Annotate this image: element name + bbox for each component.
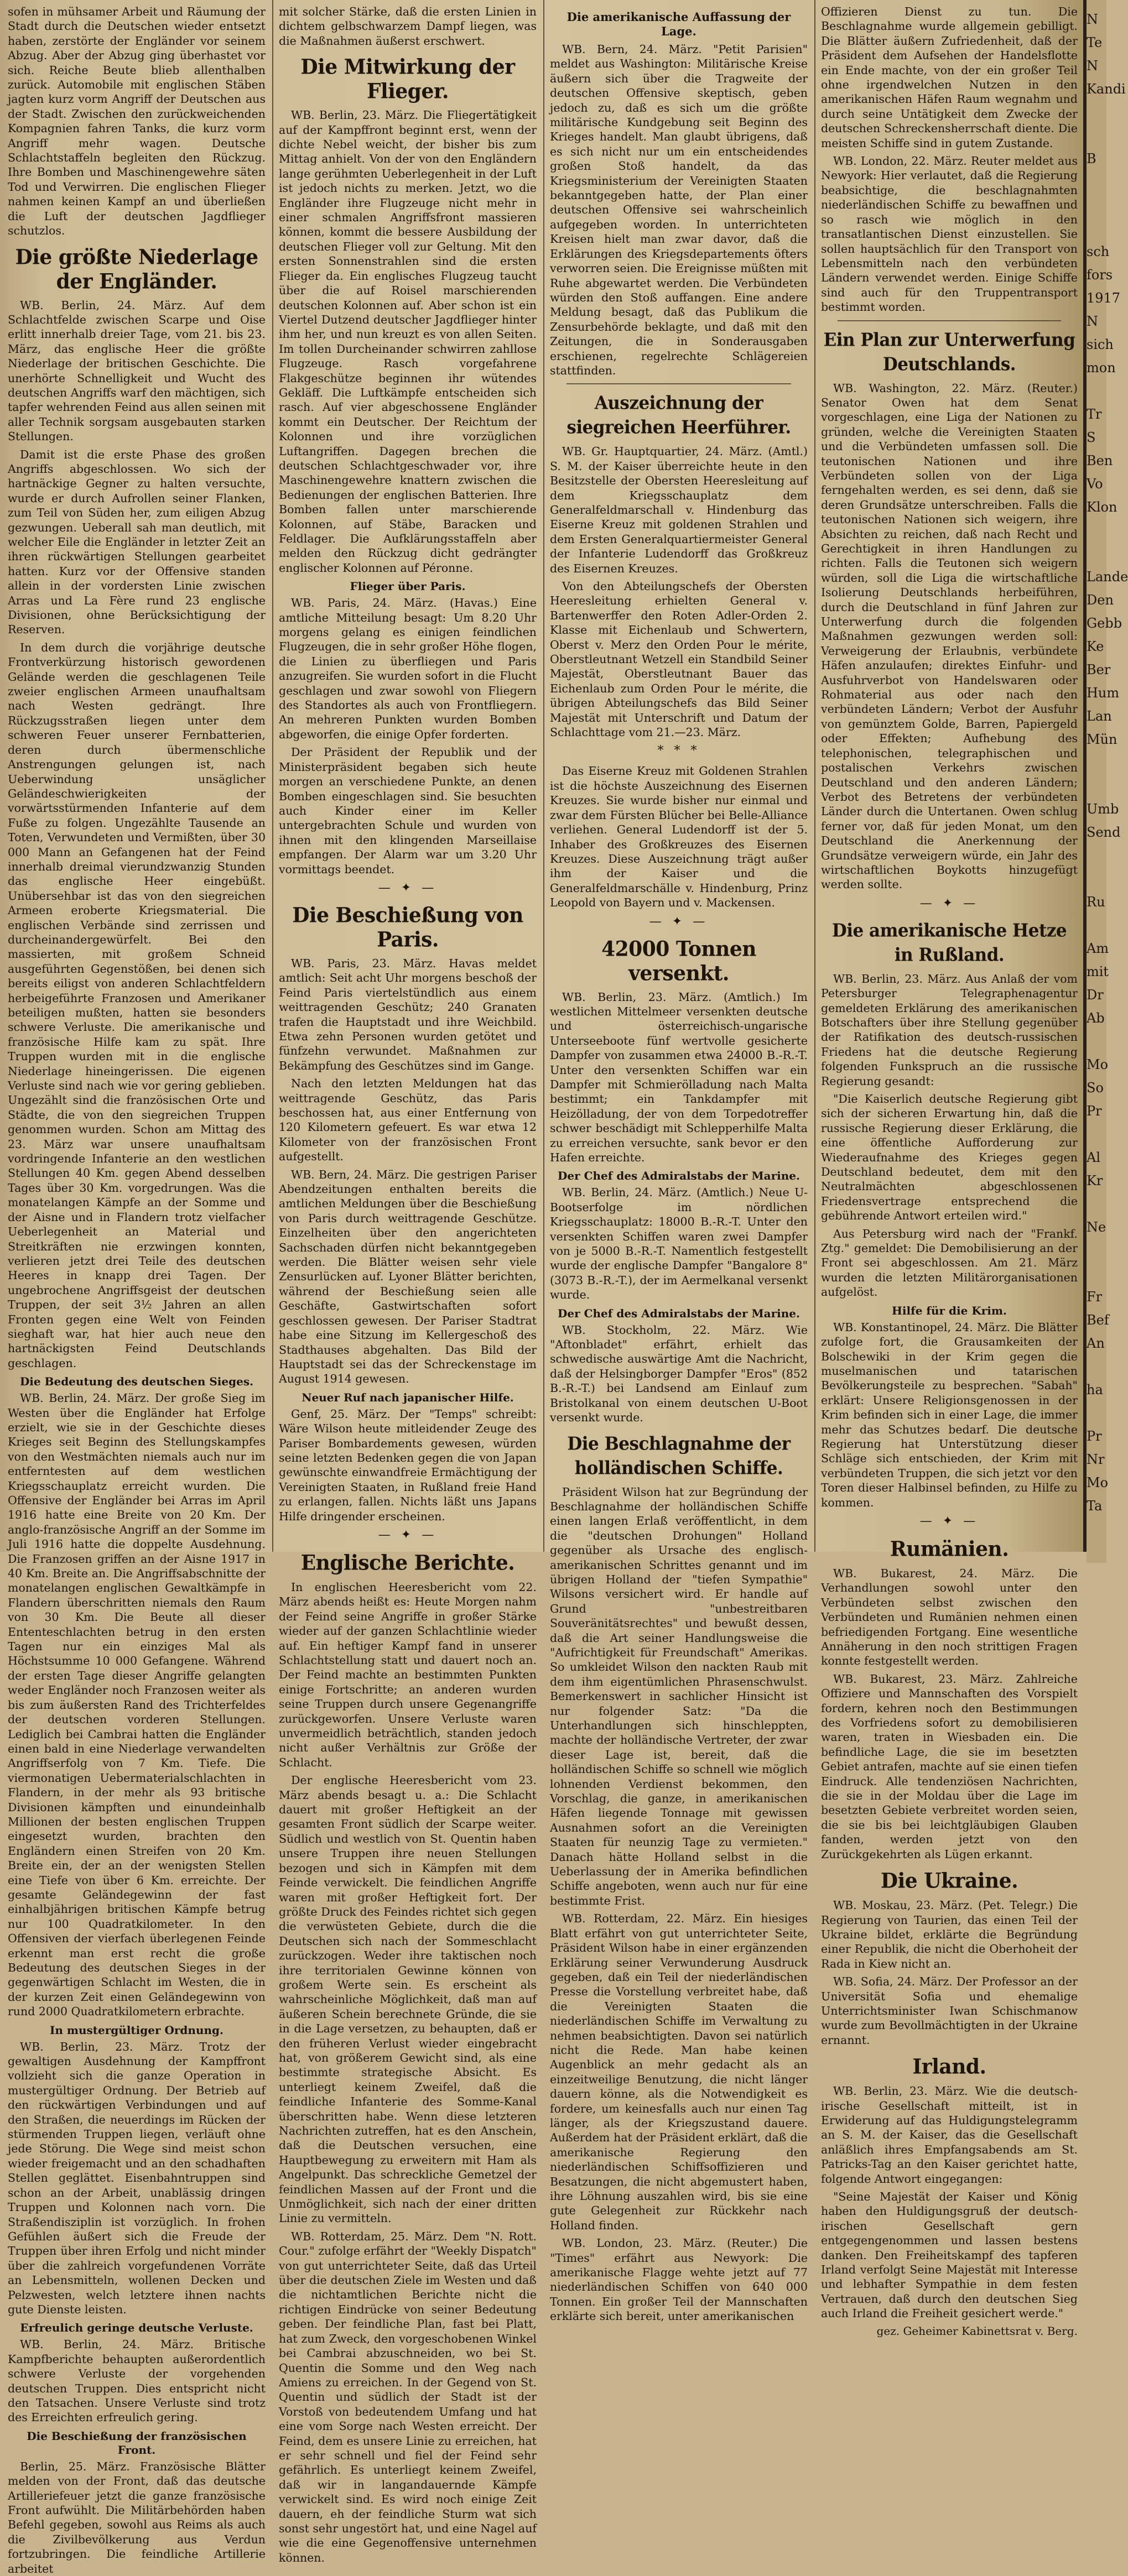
article-text: WB. Berlin, 23. März. Die Fliegertätigkeit auf der Kampffront beginnt erst, wenn der dichte Nebel weicht, der bisher bis zum Mittag anhielt. Von der von den Engländern lange gerühmten Ueberlegenheit in der Luft ist jedoch nichts zu merken. Jetzt, wo die Engländer ihre Flugzeuge nicht mehr in einer schmalen Angriffsfront massieren können, kommt die bessere Ausbildung der deutschen Flieger voll zur Geltung. Mit den ersten Sonnenstrahlen sind die ersten Flieger da. Ein englisches Flugzeug taucht über die auf Roisel marschierenden deutschen Kolonnen auf. Aber schon ist ein Viertel Dutzend deutscher Jagdflieger hinter ihm her, und nun kreuzt es von allen Seiten. Im tollen Durcheinander schwirren zahllose Flugzeuge. Rasch vorgefahrene Flakgeschütze beginnen ihr wütendes Gekläff. Die Luftkämpfe entscheiden sich rasch. Auf vier abgeschossene Engländer kommt ein Deutscher. Der Reichtum der Kolonnen und ihre vorzüglichen Luftangriffen. Dagegen brechen die deutschen Schlachtgeschwader vor, ihre Maschinengewehre knattern zwischen die Bedienungen der englischen Batterien. Ihre Bomben fallen unter marschierende Kolonnen, auf Stäbe, Baracken und Feldlager. Die Aufklärungsstaffeln aber melden den Rückzug dicht gedrängter englischer Kolonnen auf Péronne.	[279, 108, 537, 575]
article-text: Das Eiserne Kreuz mit Goldenen Strahlen ist die höchste Auszeichnung des Eisernen Kreuzes. Sie wurde bisher nur einmal und zwar dem Fürsten Blücher bei Belle-Alliance verliehen. General Ludendorff ist der 5. Inhaber des Großkreuzes des Eisernen Kreuzes. Diese Auszeichnung trägt außer ihm der Kaiser und die Generalfeldmarschälle v. Hindenburg, Prinz Leopold von Bayern und v. Mackensen.	[550, 764, 808, 910]
edge-fragment: Bef	[1087, 1312, 1109, 1328]
headline-englische-berichte: Englische Berichte.	[300, 1550, 515, 1576]
edge-fragment: Kandi	[1087, 81, 1126, 97]
subheading: Hilfe für die Krim.	[892, 1303, 1007, 1317]
edge-fragment: mon	[1087, 360, 1116, 376]
headline-irland: Irland.	[912, 2054, 986, 2079]
edge-fragment: sch	[1087, 244, 1110, 259]
edge-fragment: Lande	[1087, 569, 1128, 585]
edge-fragment: Nr	[1087, 1452, 1105, 1467]
article-text: Offizieren Dienst zu tun. Die Beschlagnahme wurde allgemein gebilligt. Die Blätter äußern Zufriedenheit, daß der Präsident dem Aufsehen der Handelsflotte ein Ende machte, von der ein großer Teil ohne irgendwelchen Nutzen in den amerikanischen Häfen Raum wegnahm und durch seine Untätigkeit dem Zwecke der deutschen Schreckensherrschaft diente. Die meisten Schiffe sind in gutem Zustande.	[821, 5, 1078, 150]
edge-fragment: Pr	[1087, 1428, 1102, 1444]
article-text: WB. Berlin, 24. März. Auf dem Schlachtfelde zwischen Scarpe und Oise erlitt innerhalb dreier Tage, vom 21. bis 23. März, das englische Heer die größte Niederlage der britischen Geschichte. Die unerhörte Schnelligkeit und Wucht des deutschen Angriffs warf den mächtigen, sich tapfer wehrenden Feind aus allen seinen mit aller Technik sorgsam ausgebauten starken Stellungen.	[8, 298, 266, 444]
headline-auszeichnung: Auszeichnung der siegreichen Heerführer.	[566, 393, 791, 439]
article-text: Aus Petersburg wird nach der "Frankf. Ztg." gemeldet: Die Demobilisierung an der Front sei abgeschlossen. Am 21. März wurden die letzten Militärorganisationen aufgelöst.	[821, 1227, 1078, 1299]
edge-fragment	[1087, 1521, 1106, 1544]
edge-fragment: N	[1087, 58, 1098, 74]
article-text: Der englische Heeresbericht vom 23. März abends besagt u. a.: Die Schlacht dauert mit großer Heftigkeit an der gesamten Front südlich der Scarpe weiter. Südlich und westlich von St. Quentin haben unsere Truppen ihre neuen Stellungen bezogen und sich in Kämpfen mit dem Feinde verwickelt. Die feindlichen Angriffe waren mit großer Heftigkeit fort. Der größte Druck des Feindes richtet sich gegen die verwüsteten Gebiete, durch die die Deutschen sich nach der Sommeschlacht zurückzogen. Weder ihre taktischen noch ihre territorialen Gewinne können von großem Werte sein. Es erscheint als wahrscheinliche Möglichkeit, daß man auf äußeren Schein berechnete Gründe, die sie in die Lage versetzen, zu behaupten, daß er den früheren Verlust wieder eingebracht hat, von größerem Gewicht sind, als eine bestimmte strategische Absicht. Es unterliegt keinem Zweifel, daß die feindliche Infanterie des Somme-Kanal überschritten habe. Wenn diese letzteren Nachrichten zutreffen, hat es den Anschein, daß die Deutschen versuchen, eine Hauptbewegung zu erweitern mit Ham als Angelpunkt. Das schreckliche Gemetzel der feindlichen Massen auf der Front und die Unmöglichkeit, sich nach der einer dritten Linie zu vermitteln.	[279, 1774, 537, 2225]
column-4	[817, 0, 1082, 2338]
article-text: WB. Berlin, 24. März. Der große Sieg im Westen über die Engländer hat Erfolge erzielt, wie sie in der Geschichte dieses Krieges seit Beginn des Stellungskampfes von den Westmächten niemals auch nur im entferntesten auf dem westlichen Kriegsschauplatz erreicht wurden. Die Offensive der Engländer bei Arras im April 1916 hatte eine Breite von 20 Km. Der anglo-französische Angriff an der Somme im Juli 1916 hatte die doppelte Ausdehnung. Die Franzosen griffen an der Aisne 1917 in 40 Km. Breite an. Die Angriffsabschnitte der monatelangen englischen Gewaltkämpfe in Flandern überschritten niemals den Raum von 30 Km. Die Beute all dieser Ententeschlachten betrug in den ersten Tagen nur ein einziges Mal als Höchstsumme 10 000 Gefangene. Während der ersten Tage dieser Angriffe gelangten weder Engländer noch Franzosen weiter als bis zum äußersten Rand des Trichterfeldes der deutschen vorderen Stellungen. Lediglich bei Cambrai hatten die Engländer einen bald in eine Niederlage verwandelten Angriffserfolg von 7 Km. Tiefe. Die viermonatigen Uebermaterialschlachten in Flandern, in der mehr als 93 britische Divisionen kämpften und einundeinhalb Millionen der besten englischen Truppen eingesetzt wurden, brachten den Engländern einen Streifen von 20 Km. Breite ein, der an der wenigsten Stellen eine Tiefe von über 6 Km. erreichte. Der gesamte Geländegewinn der fast einhalbjährigen britischen Kämpfe betrug nur 100 Quadratkilometer. In den Offensiven der vierfach überlegenen Feinde erkennt man erst recht die große Bedeutung des deutschen Sieges in der gegenwärtigen Schlacht im Westen, die in der kurzen Zeit einen Geländegewinn von rund 2000 Quadratkilometern erbrachte.	[8, 1391, 266, 2019]
edge-fragment: Lan	[1087, 708, 1112, 724]
adjacent-page-text	[1087, 0, 1128, 1563]
edge-fragment: Pr	[1087, 1103, 1102, 1119]
edge-fragment: 1917	[1087, 290, 1121, 306]
headline-tonnen-versenkt: 42000 Tonnen versenkt.	[601, 936, 756, 985]
article-text: Nach den letzten Meldungen hat das weittragende Geschütz, das Paris beschossen hat, aus einer Entfernung von 120 Kilometern gefeuert. Es war etwa 12 Kilometer von der französischen Front aufgestellt.	[279, 1077, 537, 1164]
subheading: In mustergültiger Ordnung.	[49, 2023, 223, 2037]
ornament-divider: — ✦ —	[649, 914, 709, 929]
column-3	[545, 0, 812, 2323]
subheading: Erfreulich geringe deutsche Verluste.	[20, 2321, 253, 2335]
edge-fragment	[1087, 1405, 1106, 1428]
edge-fragment: An	[1087, 1336, 1105, 1351]
article-text: WB. London, 22. März. Reuter meldet aus Newyork: Hier verlautet, daß die Regierung beabsichtige, die beschlagnahmten niederländischen Schiffe zu bewaffnen und so rasch wie möglich in den transatlantischen Dienst einzustellen. Sie sollen hauptsächlich für den Transport von Lebensmitteln nach den verbündeten Ländern verwendet werden. Einige Schiffe sind auch für den Truppentransport bestimmt worden.	[821, 154, 1078, 314]
edge-fragment: Ru	[1087, 894, 1105, 910]
article-text: In dem durch die vorjährige deutsche Frontverkürzung historisch gewordenen Gelände werden die geschlagenen Teile zweier englischen Armeen unaufhaltsam nach Westen gedrängt. Ihre Rückzugsstraßen liegen unter dem schweren Feuer unserer Fernbatterien, deren durch übermenschliche Anstrengungen gelungen ist, nach Ueberwindung unsäglicher Geländeschwierigkeiten der vorwärtsstürmenden Infanterie auf dem Fuße zu folgen. Ungezählte Tausende an Toten, Verwundeten und Vermißten, über 30 000 Mann an Gefangenen hat der Feind innerhalb dreimal vierundzwanzig Stunden das englische Heer eingebüßt. Unübersehbar ist das von den siegreichen Armeen eroberte Kriegsmaterial. Die englischen Verbände sind zerrissen und durcheinandergewürfelt. Bei den massierten, mit großem Schneid ausgeführten Gegenstößen, bei denen sich bereits eiligst von anderen Schlachtfeldern herbeigeführte Franzosen und Amerikaner beteiligen mußten, hatten sie besonders schwere Verluste. Die amerikanische und französische Hilfe kam zu spät. Ihre Truppen wurden mit in die englische Niederlage hineingerissen. Die eigenen Verluste sind nach wie vor gering geblieben. Ungezählt sind die französischen Orte und Städte, die von den siegreichen Truppen genommen wurden. Schon am Mittag des 23. März war unsere unaufhaltsam vordringende Infanterie an den westlichen Stellungen 40 Km. gegen Abend desselben Tages über 30 Km. vorgedrungen. Was die monatelangen Kämpfe an der Somme und der Aisne und in Flandern trotz vielfacher Ueberlegenheit an Material und Streitkräften nie erzwingen konnten, verlieren jetzt drei Teile des deutschen Heeres in knapp drei Tagen. Der ungebrochene Angriffsgeist der deutschen Truppen, der seit 3½ Jahren an allen Fronten gegen eine Welt von Feinden sieghaft war, hat hier auch neue den hartnäckigsten Feind Deutschlands geschlagen.	[8, 640, 266, 1370]
article-text: Von den Abteilungschefs der Obersten Heeresleitung erhielten General v. Bartenwerffer den Roten Adler-Orden 2. Klasse mit Eichenlaub und Schwertern, Oberst v. Merz den Orden Pour le mérite, Oberstleutnant Wetzell ein Standbild Seiner Majestät, Oberstleutnant Bauer das Eichenlaub zum Orden Pour le mérite, die übrigen Abteilungschefs das Bild Seiner Majestät mit Unterschrift und Datum der Schlachttage vom 21.—23. März.	[550, 580, 808, 739]
article-text: Damit ist die erste Phase des großen Angriffs abgeschlossen. Wo sich der hartnäckige Gegner zu halten versuchte, wurde er durch Aufrollen seiner Flanken, zum Teil von Süden her, zum eiligen Abzug gezwungen. Ueberall sah man deutlich, mit welcher Eile die Engländer in letzter Zeit an ihren rückwärtigen Stellungen gearbeitet hatten. Kurz vor der Offensive standen allein in der vordersten Linie zwischen Arras und La Fère rund 23 englische Divisionen, ohne Berücksichtigung der Reserven.	[8, 447, 266, 637]
edge-fragment	[1087, 383, 1106, 406]
article-text: WB. Berlin, 23. März. Aus Anlaß der vom Petersburger Telegraphenagentur gemeldeten Erklärung des amerikanischen Botschafters über ihre Stellung gegenüber der Ratifikation des deutsch-russischen Friedens hat die deutsche Regierung folgenden Funkspruch an die russische Regierung gesandt:	[821, 972, 1078, 1088]
headline-amerikanische-auffassung: Die amerikanische Auffassung der Lage.	[566, 10, 791, 38]
edge-fragment: B	[1087, 151, 1096, 166]
edge-fragment	[1087, 1265, 1106, 1289]
article-text: sofen in mühsamer Arbeit und Räumung der Stadt durch die Deutschen wieder entsetzt haben, zerstörte der Engländer vor seinem Abzug. Aber der Abzug ging überhastet vor sich. Reiche Beute blieb allenthalben zurück. Automobile mit englischen Stäben jagten kurz vorm Angriff der Deutschen aus der Stadt. Zwischen den zurückweichenden Kompagnien fahren Tanks, die kurz vorm Angriff mehr wagen. Deutsche Schlachtstaffeln begleiten den Rückzug. Ihre Bomben und Maschinengewehre säten Tod und Verwirren. Die englischen Flieger nahmen keinen Kampf an und überließen die Luft der deutschen Jagdflieger schutzlos.	[8, 5, 266, 238]
headline-hetze-russland: Die amerikanische Hetze in Rußland.	[831, 920, 1067, 966]
article-text: WB. Sofia, 24. März. Der Professor an der Universität Sofia und ehemalige Unterrichtsminister Iwan Schischmanow wurde zum Bevollmächtigten in der Ukraine ernannt.	[821, 1975, 1078, 2047]
edge-fragment	[1087, 545, 1106, 569]
edge-fragment: Vo	[1087, 476, 1103, 492]
article-text: "Die Kaiserlich deutsche Regierung gibt sich der sicheren Erwartung hin, daß die russische Regierung dieser Erklärung, die eine öffentliche Aufforderung zur Wiederaufnahme des Krieges gegen Deutschland bedeutet, dem mit den Neutralmächten abgeschlossenen Friedensvertrage entsprechend die gebührende Antwort erteilen wird."	[821, 1092, 1078, 1223]
edge-fragment: Ke	[1087, 639, 1104, 654]
ornament-divider: — ✦ —	[378, 880, 438, 895]
article-text: Präsident Wilson hat zur Begründung der Beschlagnahme der holländischen Schiffe einen langen Erlaß veröffentlicht, in dem die "deutschen Drohungen" Holland gegenüber als Ursache des englisch-amerikanischen Schrittes genannt und im übrigen Holland der "tiefen Sympathie" Wilsons versichert wird. Er handle auf Grund "unbestreitbaren Souveränitätsrechtes" und bewußt dessen, daß die Art seiner Handlungsweise die "Aufrichtigkeit für Freundschaft" Amerikas. So umkleidet Wilson den nackten Raub mit dem ihm eigentümlichen Phrasenschwulst. Bemerkenswert in sachlicher Hinsicht ist nur folgender Satz: "Da die Unterhandlungen sich hinschleppten, machte der holländische Vertreter, der zwar dieser Lage ist, bereit, daß die holländischen Schiffe so schnell wie möglich lohnenden Verdienst bekommen, den Vorschlag, die ganze, in amerikanischen Häfen liegende Tonnage mit gewissen Ausnahmen sofort an die Vereinigten Staaten für neunzig Tage zu vermieten." Danach hätte Holland selbst in die Ueberlassung der in Amerika befindlichen Schiffe angeboten, wenn auch nur für eine bestimmte Frist.	[550, 1485, 808, 1907]
edge-fragment: mit	[1087, 964, 1109, 979]
edge-fragment: ha	[1087, 1382, 1103, 1397]
edge-fragment: Dr	[1087, 987, 1104, 1003]
article-text: Genf, 25. März. Der "Temps" schreibt: Wäre Wilson heute mitleidender Zeuge des Pariser Bombardements gewesen, würden seine letzten Bedenken gegen die von Japan gewünschte einwandfreie Ermächtigung der Vereinigten Staaten, in Rußland freie Hand zu erlangen, fallen. Nichts läßt uns Japans Hilfe dringender erscheinen.	[279, 1407, 537, 1523]
article-text: WB. Paris, 24. März. (Havas.) Eine amtliche Mitteilung besagt: Um 8.20 Uhr morgens gelang es einigen feindlichen Flugzeugen, die in sehr großer Höhe flogen, die Linien zu überfliegen und Paris anzugreifen. Sie wurden sofort in die Flucht geschlagen und zwar sowohl von Fliegern des Standortes als auch von Frontfliegern. An mehreren Punkten wurden Bomben abgeworfen, die einige Opfer forderten.	[279, 596, 537, 741]
divider	[566, 383, 791, 384]
article-text: WB. Bukarest, 23. März. Zahlreiche Offiziere und Mannschaften des Vorspielt fordern, kehren noch den Bestimmungen des Vorfriedens sofort zu demobilisieren waren, traten in Wiesbaden ein. Die befindliche Lage, die sie im besetzten Gebiet antrafen, machte auf sie einen tiefen Eindruck. Alle tendenziösen Nachrichten, die sie in der Moldau über die Lage im besetzten Gebiete verbreitet worden seien, die sie bis bei leichtgläubigen Glauben fanden, werden jetzt von den Zurückgekehrten als Lügen erkannt.	[821, 1672, 1078, 1861]
headline-paris: Die Beschießung von Paris.	[292, 903, 523, 952]
edge-fragment: fors	[1087, 267, 1113, 283]
edge-fragment: Mün	[1087, 732, 1117, 747]
ornament-divider: — ✦ —	[378, 1527, 438, 1542]
article-text: WB. Berlin, 24. März. Britische Kampfberichte behaupten außerordentlich schwere Verluste der vorgehenden deutschen Truppen. Dies entspricht nicht den Tatsachen. Unsere Verluste sind trotz des Erreichten erfreulich gering.	[8, 2338, 266, 2424]
column-rule	[272, 0, 273, 1552]
edge-fragment	[1087, 127, 1106, 150]
edge-fragment: So	[1087, 1080, 1104, 1096]
edge-fragment	[1087, 847, 1106, 870]
article-text: WB. Bern, 24. März. "Petit Parisien" meldet aus Washington: Militärische Kreise äußern sich über die Tragweite der deutschen Offensive skeptisch, geben jedoch zu, daß es sich um die größte militärische Kundgebung seit Beginn des Krieges handelt. Man glaubt übrigens, daß es sich nicht nur um ein entscheidendes großen Stoß handelt, da das Kriegsministerium der Vereinigten Staaten bekanntgegeben hatte, der Plan einer deutschen Offensive sei wahrscheinlich aufgegeben worden. In unterrichteten Kreisen hielt man zwar davor, daß die Erklärungen des Kriegsdepartements öfters verworren seien. Die Ereignisse müßten mit Ruhe abgewartet werden. Die Verbündeten würden den Stoß auffangen. Eine andere Meldung besagt, daß das Publikum die Zensurbehörde beklagte, und daß mit den Zeitungen, die in Sonderausgaben erschienen, regelrechte Schlägereien stattfinden.	[550, 43, 808, 377]
article-text: WB. Berlin, 24. März. (Amtlich.) Neue U-Bootserfolge im nördlichen Kriegsschauplatz: 18000 B.-R.-T. Unter den versenkten Schiffen waren zwei Dampfer von je 5000 B.-R.-T. Namentlich festgestellt wurde der englische Dampfer "Bangalore 8" (3073 B.-R.-T.), der im Aermelkanal versenkt wurde.	[550, 1186, 808, 1302]
edge-fragment	[1087, 220, 1106, 243]
subheading: Flieger über Paris.	[350, 580, 466, 593]
edge-fragment: Klon	[1087, 499, 1117, 515]
edge-fragment: N	[1087, 314, 1098, 329]
article-text: WB. Moskau, 23. März. (Pet. Telegr.) Die Regierung von Taurien, das einen Teil der Ukraine bildet, erklärte die Begründung einer Republik, die nicht die Oberhoheit der Rada in Kiew nicht an.	[821, 1899, 1078, 1970]
edge-fragment: Ab	[1087, 1010, 1105, 1026]
headline-unterwerfung: Ein Plan zur Unterwerfung Deutschlands.	[823, 329, 1075, 375]
column-2	[274, 0, 541, 2564]
adjacent-page-edge	[1083, 0, 1128, 1552]
edge-fragment	[1087, 104, 1106, 127]
article-text: Der Präsident der Republik und der Ministerpräsident begaben sich heute morgen an verschiedene Punkte, an denen Bomben eingeschlagen sind. Sie besuchten auch Kinder einer im Keller untergebrachten Schule und wurden von ihnen mit den klingenden Marseillaise empfangen. Der Alarm war um 3.20 Uhr vormittags beendet.	[279, 745, 537, 876]
article-text: WB. Rotterdam, 22. März. Ein hiesiges Blatt erfährt von gut unterrichteter Seite, Präsident Wilson habe in einer ergänzenden Erklärung seiner Verwunderung Ausdruck gegeben, daß ein Teil der niederländischen Presse die Vorstellung verbreitet habe, daß die Vereinigten Staaten die niederländischen Schiffe im Verwaltung zu nehmen beabsichtigten. Davon sei natürlich nicht die Rede. Man habe keinen Augenblick an mehr gedacht als an einzeitweilige Benutzung, die nicht länger dauern könne, als die Notwendigkeit es fordere, um keinesfalls auch nur einen Tag länger, als der Kriegszustand dauere. Außerdem hat der Präsident erklärt, daß die amerikanische Regierung den niederländischen Schiffsoffizieren und Besatzungen, die nicht abgemustert haben, ihre Löhnung auszahlen wird, bis sie eine gute Gelegenheit zur Rückkehr nach Holland finden.	[550, 1912, 808, 2232]
article-text: WB. Stockholm, 22. März. Wie "Aftonbladet" erfährt, erhielt das schwedische auswärtige Amt die Nachricht, daß der Helsingborger Dampfer "Eros" (852 B.-R.-T.) bei Landsend am Einlauf zum Bristolkanal von einem deutschen U-Boot versenkt wurde.	[550, 1323, 808, 1425]
article-text: Berlin, 25. März. Französische Blätter melden von der Front, daß das deutsche Artilleriefeuer jetzt die ganze französische Front aufwühlt. Die Militärbehörden haben Befehl gegeben, sowohl aus Reims als auch die Zivilbevölkerung aus Verdun fortzubringen. Die feindliche Artillerie arbeitet	[8, 2459, 266, 2575]
subheading: Neuer Ruf nach japanischer Hilfe.	[302, 1390, 514, 1404]
edge-fragment: Te	[1087, 35, 1103, 50]
edge-fragment	[1087, 754, 1106, 778]
edge-fragment: S	[1087, 430, 1096, 445]
edge-fragment: Kr	[1087, 1173, 1103, 1188]
headline-ukraine: Die Ukraine.	[880, 1869, 1018, 1894]
ornament-divider: — ✦ —	[919, 1514, 979, 1528]
edge-fragment: Tr	[1087, 406, 1102, 422]
edge-fragment	[1087, 778, 1106, 801]
edge-fragment: Hum	[1087, 685, 1120, 701]
headline-flieger: Die Mitwirkung der Flieger.	[300, 55, 515, 104]
subheading: Die Beschießung der französischen Front.	[27, 2429, 247, 2457]
edge-fragment: Mo	[1087, 1475, 1109, 1490]
edge-fragment	[1087, 917, 1106, 940]
subheading: Die Bedeutung des deutschen Sieges.	[19, 1375, 254, 1389]
column-rule	[814, 0, 815, 1552]
edge-fragment: Al	[1087, 1150, 1101, 1165]
edge-fragment: Send	[1087, 825, 1121, 840]
edge-fragment: Ber	[1087, 662, 1111, 677]
ornament-divider: * * *	[657, 744, 700, 758]
edge-fragment: Gebb	[1087, 616, 1122, 631]
article-text: WB. London, 23. März. (Reuter.) Die "Times" erfährt aus Newyork: Die amerikanische Flagge wehte jetzt auf 77 niederländischen Schiffen von 640 000 Tonnen. Ein großer Teil der Mannschaften erklärte sich bereit, unter amerikanischen	[550, 2236, 808, 2323]
headline-beschlagnahme: Die Beschlagnahme der holländischen Schiffe.	[567, 1433, 791, 1479]
headline-niederlage: Die größte Niederlage der Engländer.	[15, 244, 258, 294]
article-text: WB. Berlin, 23. März. Wie die deutsch-irische Gesellschaft mitteilt, ist in Erwiderung auf das Huldigungstelegramm an S. M. der Kaiser, das die Gesellschaft anläßlich ihres Empfangsabends am St. Patricks-Tag an den Kaiser gerichtet hatte, folgende Antwort eingegangen:	[821, 2084, 1078, 2186]
headline-rumaenien: Rumänien.	[890, 1536, 1009, 1562]
article-text: WB. Berlin, 23. März. (Amtlich.) Im westlichen Mittelmeer versenkten deutsche und österreichisch-ungarische Unterseeboote fünf wertvolle gesicherte Dampfer von zusammen etwa 24000 B.-R.-T. Unter den versenkten Schiffen war ein Dampfer mit Schmierölladung nach Malta bestimmt; ein Tankdampfer mit Heizölladung, der von dem Torpedotreffer schwer beschädigt mit Schlepperhilfe Malta zu erreichen versuchte, sank bevor er den Hafen erreichte.	[550, 990, 808, 1164]
edge-fragment: Mo	[1087, 1057, 1109, 1072]
article-text: In englischen Heeresbericht vom 22. März abends heißt es: Heute Morgen nahm der Feind seine Angriffe in großer Stärke wieder auf der ganzen Schlachtlinie wieder auf. Ein heftiger Kampf fand in unserer Schlachtstellung statt und dauert noch an. Der Feind machte an bestimmten Punkten einige Fortschritte; an anderen wurden seine Truppen durch unsere Gegenangriffe zurückgeworfen. Unsere Verluste waren unvermeidlich beträchtlich, standen jedoch nicht außer Verhältnis zur Größe der Schlacht.	[279, 1580, 537, 1769]
edge-fragment: Ben	[1087, 453, 1113, 468]
edge-fragment: Am	[1087, 941, 1109, 956]
article-text: WB. Bukarest, 24. März. Die Verhandlungen sowohl unter den Verbündeten selbst zwischen den Verbündeten und Rumänien nehmen einen befriedigenden Fortgang. Eine wesentliche Annäherung in den noch strittigen Fragen konnte festgestellt werden.	[821, 1566, 1078, 1668]
edge-fragment: Fr	[1087, 1289, 1103, 1305]
article-text: WB. Berlin, 23. März. Trotz der gewaltigen Ausdehnung der Kampffront vollzieht sich die ganze Operation in mustergültiger Ordnung. Der Betrieb auf den rückwärtigen Verbindungen und auf den Straßen, die neuerdings im Rücken der stürmenden Truppen liegen, verläuft ohne jede Störung. Die Wege sind meist schon wieder freigemacht und an den schadhaften Stellen geglättet. Eisenbahntruppen sind schon an der Arbeit, unablässig dringen Truppen und Kolonnen nach vorn. Die Straßendisziplin ist vorzüglich. In frohen Gefühlen äußert sich die Freude der Truppen über ihren Erfolg und nicht minder über die zahlreich vorgefundenen Vorräte an Lebensmitteln, wollenen Decken und Pelzwesten, welch letztere ihnen nachts gute Dienste leisten.	[8, 2040, 266, 2316]
edge-fragment: sich	[1087, 337, 1114, 352]
signature: gez. Geheimer Kabinettsrat v. Berg.	[876, 2324, 1078, 2338]
article-text: WB. Konstantinopel, 24. März. Die Blätter zufolge fort, die Grausamkeiten der Bolschewiki in der Krim gegen die muselmanischen und tatarischen Bevölkerungsteile zu besprechen. "Sabah" erklärt: Unsere Religionsgenossen in der Krim befinden sich in einer Lage, die immer mehr das Schutzes bedarf. Die deutsche Regierung hat Unterstützung dieser Schläge sich entschieden, der Krim mit verbündeten Truppen, die sich jetzt vor den Toren dieser Halbinsel befinden, zu Hilfe zu kommen.	[821, 1320, 1078, 1509]
article-text: WB. Gr. Hauptquartier, 24. März. (Amtl.) S. M. der Kaiser überreichte heute in den Besitzstelle der Obersten Heeresleitung auf dem Kriegsschauplatz dem Generalfeldmarschall v. Hindenburg das Eiserne Kreuz mit goldenen Strahlen und dem Ersten Generalquartiermeister General der Infanterie Ludendorff das Großkreuz des Eisernen Kreuzes.	[550, 445, 808, 575]
article-text: WB. Washington, 22. März. (Reuter.) Senator Owen hat dem Senat vorgeschlagen, eine Liga der Nationen zu gründen, welche die Vereinigten Staaten und die Verbündeten umfassen soll. Die teutonischen Nationen und ihre Verbündeten sollen von der Liga ferngehalten werden, es sei denn, daß sie deren Grundsätze unterschreiben. Falls die teutonischen Nationen sich weigern, ihre Absichten zu reichen, daß nach Recht und Gerechtigkeit in ihren Handlungen zu richten. Falls die Teutonen sich weigern würden, soll die Liga die wirtschaftliche Isolierung Deutschlands herbeiführen, durch die Deutschland in fünf Jahren zur Unterwerfung durch die folgenden Maßnahmen gezwungen werden soll: Verweigerung der Erlaubnis, verbündete Häfen anzulaufen; direktes Einfuhr- und Ausfuhrverbot von Handelswaren oder Rohmaterial aus oder nach den verbündeten Ländern; Verbot der Ausfuhr von gemünztem Golde, Barren, Papiergeld oder Effekten; Aufhebung des telephonischen, telegraphischen und postalischen Verkehrs zwischen Deutschland und den anderen Ländern; Verbot des Betretens der verbündeten Länder durch die Untertanen. Owen schlug ferner vor, daß für jeden Monat, um den Deutschland die Anerkennung der Grundsätze verweigern würde, ein Jahr des wirtschaftlichen Boykotts hinzugefügt werden sollte.	[821, 381, 1078, 891]
edge-fragment	[1087, 1126, 1106, 1149]
divider	[838, 320, 1061, 321]
edge-fragment	[1087, 1196, 1106, 1219]
edge-fragment: N	[1087, 12, 1098, 27]
edge-fragment	[1087, 1358, 1106, 1381]
edge-fragment	[1087, 522, 1106, 545]
edge-fragment: Ta	[1087, 1498, 1103, 1514]
signature: Der Chef des Admiralstabs der Marine.	[558, 1306, 800, 1320]
edge-fragment	[1087, 197, 1106, 220]
column-rule	[543, 0, 544, 1552]
article-text: mit solcher Stärke, daß die ersten Linien in dichtem gelbschwarzem Dampf liegen, was die Maßnahmen äußerst erschwert.	[279, 5, 537, 48]
edge-fragment	[1087, 174, 1106, 197]
article-text: WB. Paris, 23. März. Havas meldet amtlich: Seit acht Uhr morgens beschoß der Feind Paris viertelstündlich aus einem weittragenden Geschütz; 240 Granaten trafen die Hauptstadt und ihre Weichbild. Etwa zehn Personen wurden getötet und fünfzehn verwundet. Maßnahmen zur Bekämpfung des Geschützes sind im Gange.	[279, 956, 537, 1072]
edge-fragment: Den	[1087, 592, 1114, 608]
article-text: "Seine Majestät der Kaiser und König haben den Huldigungsgruß der deutsch-irischen Gesellschaft gern entgegengenommen und lassen bestens danken. Den Freiheitskampf des tapferen Irland verfolgt Seine Majestät mit Interesse und lebhafter Sympathie in dem festen Vertrauen, daß durch den deutschen Sieg auch Irland die Freiheit gesichert werde."	[821, 2190, 1078, 2321]
edge-fragment: Umb	[1087, 801, 1119, 817]
edge-fragment	[1087, 1033, 1106, 1056]
article-text: WB. Rotterdam, 25. März. Dem "N. Rott. Cour." zufolge erfährt der "Weekly Dispatch" von gut unterrichteter Seite, daß das Urteil über die deutschen Ziele im Westen und daß die nichtamtlichen Berichte nicht die richtigen Eindrücke von seiner Bedeutung geben. Der feindliche Plan, fast bei Platt, hat zum Zweck, den vorgeschobenen Winkel bei Cambrai abzuschneiden, wo bei St. Quentin die Somme und den Weg nach Amiens zu erreichen. In der Gegend von St. Quentin und südlich der Stadt ist der Vorstoß von bedeutendem Umfang und hat eine vom Sorge nach Westen erreicht. Der Feind, dem es unsere Linie zu erreichen, hat er sehr schnell und fiel der Feind sehr gefährlich. Es unterliegt keinem Zweifel, daß wir in langandauernde Kämpfe verwickelt sind. Es wird noch einige Zeit dauern, eh der feindliche Sturm wat sich sonst sehr ungestört hat, und eine Nagel auf wie die eine Gegenoffensive unternehmen können.	[279, 2229, 537, 2564]
column-1	[3, 0, 270, 2575]
edge-fragment	[1087, 870, 1106, 894]
article-text: WB. Bern, 24. März. Die gestrigen Pariser Abendzeitungen enthalten bereits die amtlichen Meldungen über die Beschießung von Paris durch weittragende Geschütze. Einzelheiten über den angerichteten Sachschaden dürfen nicht bekanntgegeben werden. Die Blätter weisen sehr viele Zensurlücken auf. Lyoner Blätter berichten, während der Beschießung seien alle Geschäfte, Gastwirtschaften sofort geschlossen gewesen. Der Pariser Stadtrat habe eine Sitzung im Kellergeschoß des Stadthauses abgehalten. Das Bild der Hauptstadt sei das der Schreckenstage im August 1914 gewesen.	[279, 1167, 537, 1386]
signature: Der Chef des Admiralstabs der Marine.	[558, 1169, 800, 1183]
ornament-divider: — ✦ —	[919, 896, 979, 910]
edge-fragment	[1087, 1242, 1106, 1265]
edge-fragment: Ne	[1087, 1219, 1106, 1235]
